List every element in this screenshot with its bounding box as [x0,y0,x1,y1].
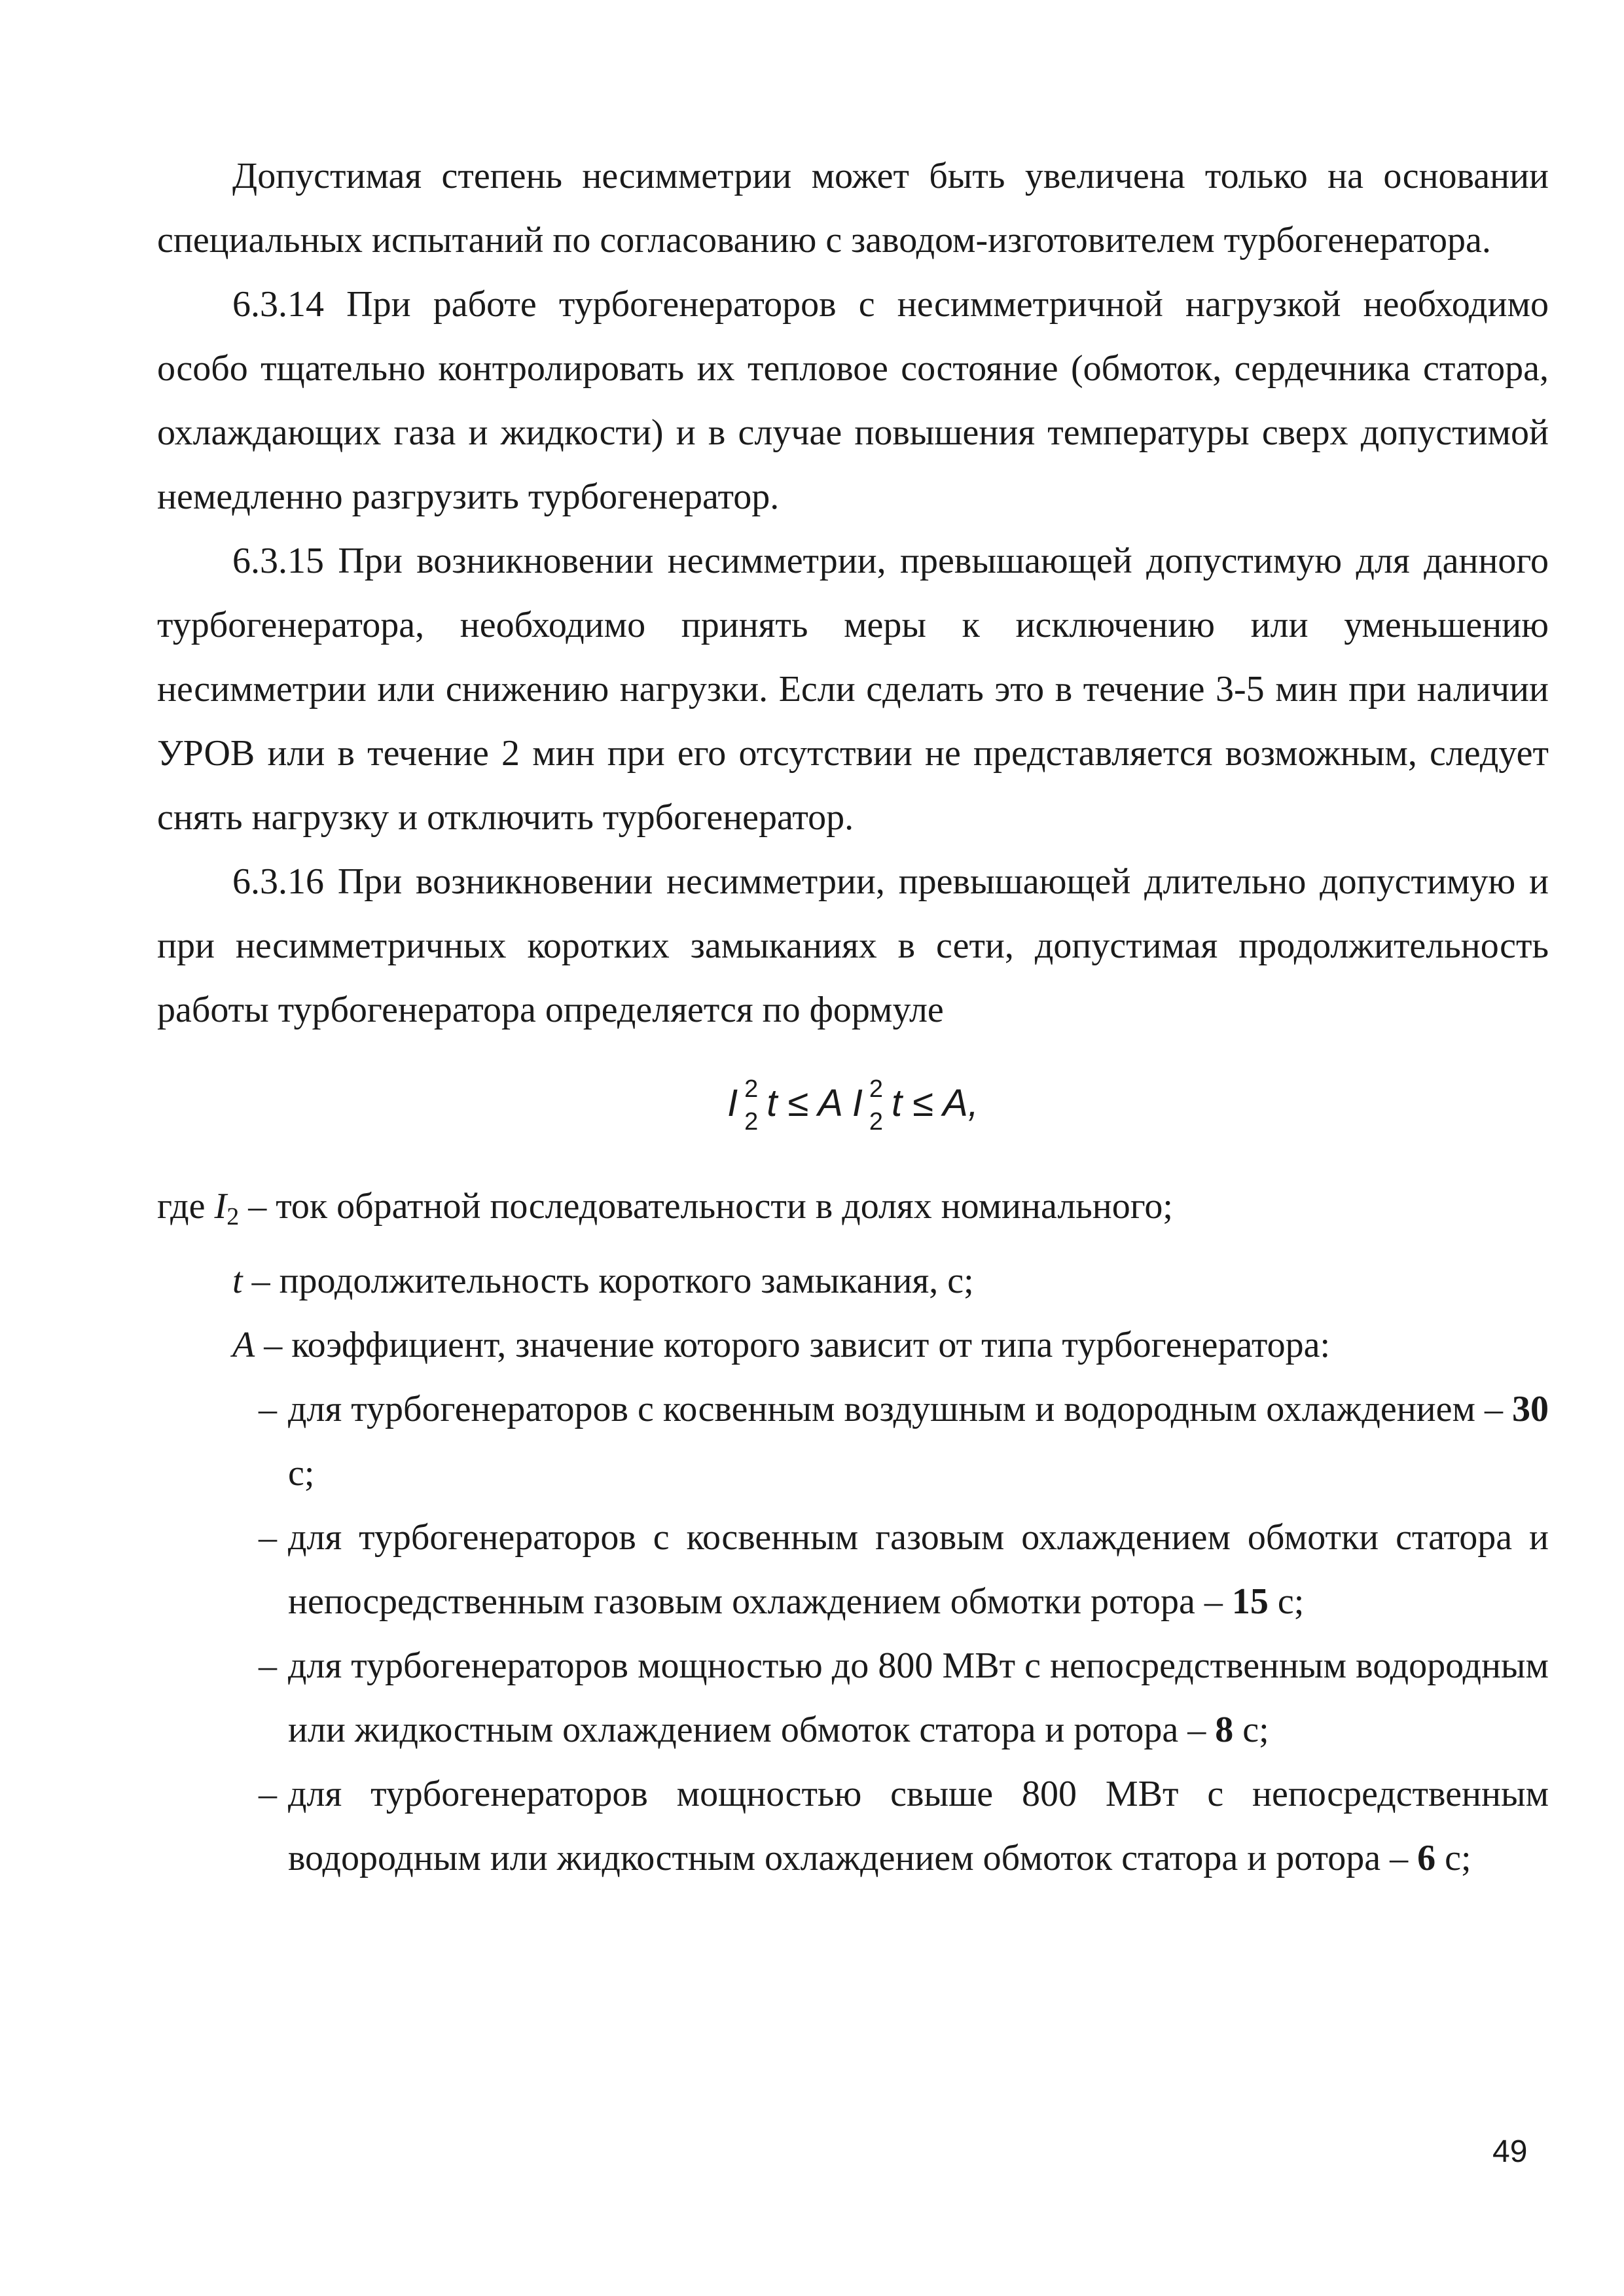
paragraph-asymmetry-increase: Допустимая степень несимметрии может быть увеличена только на основании специальных испытаний по согласованию с заводом-изготовителем турбогенератора. [157,156,1549,260]
document-page [157,144,1549,1890]
formula-end: , [967,1082,979,1124]
formula-coefficient: A [818,1082,842,1124]
definition-i2: где I2 – ток обратной последовательности в долях номинального; [157,1186,1173,1230]
formula-time: t [767,1082,778,1124]
page-number: 49 [1492,2134,1528,2169]
definition-a: A – коэффициент, значение которого зависит от типа турбогенератора: [232,1325,1331,1365]
formula-coefficient-repeat: A [943,1082,968,1124]
formula-time-repeat: t [892,1082,903,1124]
formula-leq: ≤ [787,1082,809,1124]
paragraph-6-3-15: 6.3.15 При возникновении несимметрии, превышающей допустимую для данного турбогенератора, необходимо принять меры к исключению или уменьшению несимметрии или снижению нагрузки. Если сделать это в течение 3-5 мин при наличии УРОВ или в течение 2 мин при его отсутствии не представляется возможным, следует снять нагрузку и отключить турбогенератор. [157,541,1549,838]
list-item: – для турбогенераторов с косвенным воздушным и водородным охлаждением – 30 с; [259,1389,1549,1494]
formula [157,1071,1549,1136]
formula-current-term-repeat: I 2 2 [852,1075,884,1136]
list-item: – для турбогенераторов мощностью свыше 800 МВт с непосредственным водородным или жидкостным охлаждением обмоток статора и ротора – 6 с; [259,1774,1549,1878]
paragraph-6-3-16: 6.3.16 При возникновении несимметрии, превышающей длительно допустимую и при несимметричных коротких замыканиях в сети, допустимая продолжительность работы турбогенератора определяется по формуле [157,861,1549,1030]
list-item: – для турбогенераторов мощностью до 800 МВт с непосредственным водородным или жидкостным охлаждением обмоток статора и ротора – 8 с; [259,1645,1549,1750]
list-item: – для турбогенераторов с косвенным газовым охлаждением обмотки статора и непосредственным газовым охлаждением обмотки ротора – 15 с; [259,1517,1549,1622]
definition-t: t – продолжительность короткого замыкания, с; [232,1261,974,1301]
paragraph-6-3-14: 6.3.14 При работе турбогенераторов с несимметричной нагрузкой необходимо особо тщательно контролировать их тепловое состояние (обмоток, сердечника статора, охлаждающих газа и жидкости) и в случае повышения температуры сверх допустимой немедленно разгрузить турбогенератор. [157,284,1549,517]
formula-leq-repeat: ≤ [912,1082,934,1124]
formula-current-term: I 2 2 [727,1075,759,1136]
